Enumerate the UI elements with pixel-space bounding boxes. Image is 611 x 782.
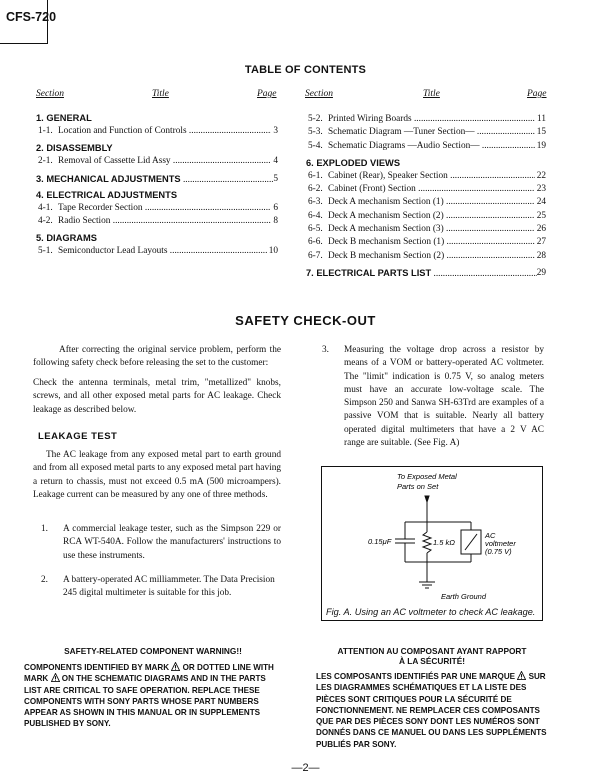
toc-right-column <box>308 113 546 281</box>
method-item-2 <box>41 574 281 601</box>
toc-entry-title: Cabinet (Front) Section ..... <box>328 183 535 196</box>
toc-page-number: 10 <box>268 246 278 257</box>
toc-page-number: 4 <box>273 156 278 167</box>
toc-entry <box>38 202 278 215</box>
toc-title: TABLE OF CONTENTS <box>244 64 367 76</box>
figure-ground-label: Earth Ground <box>441 592 487 601</box>
toc-entry-title: Schematic Diagram —Tuner Section— ..... <box>328 126 535 139</box>
toc-entry <box>38 245 278 258</box>
warning-fr-line1: LES COMPOSANTS IDENTIFIÉS PAR UNE MARQUE <box>316 672 516 681</box>
toc-header-page-right: Page <box>527 89 547 99</box>
toc-header-title-right: Title <box>423 89 440 99</box>
toc-entry-number: 5-2. <box>308 114 323 124</box>
toc-entry-number: 4-1. <box>38 202 53 213</box>
method-item-2-number: 2. <box>41 575 48 585</box>
toc-entry-number: 6-5. <box>308 224 323 235</box>
toc-entry <box>308 236 546 249</box>
toc-entry <box>308 183 546 196</box>
safety-mark-icon <box>517 671 526 680</box>
toc-page-number: 5 <box>273 173 278 184</box>
figure-a-caption: Fig. A. Using an AC voltmeter to check AC leakage. <box>326 607 536 617</box>
toc-page-number: 11 <box>537 114 546 124</box>
toc-section-heading <box>306 158 546 168</box>
safety-mark-icon <box>171 662 180 671</box>
toc-entry-number: 5-4. <box>308 140 323 151</box>
toc-entry <box>308 250 546 263</box>
toc-page-number: 15 <box>536 127 546 138</box>
warning-en-title: SAFETY-RELATED COMPONENT WARNING!! <box>64 646 242 656</box>
safety-warning-en <box>24 646 282 730</box>
toc-entry <box>38 215 278 228</box>
toc-entry <box>308 223 546 236</box>
toc-section-title: 7. ELECTRICAL PARTS LIST ..... <box>306 268 537 279</box>
safety-intro: After correcting the original service problem, perform the following safety check before releasing the set to the customer: <box>33 345 281 369</box>
toc-entry <box>308 140 546 153</box>
warning-en-line1b: OR DOTTED <box>182 663 231 672</box>
toc-entry-number: 6-4. <box>308 210 323 221</box>
toc-entry-title: Schematic Diagrams —Audio Section— ..... <box>328 140 535 153</box>
toc-section-title: 3. MECHANICAL ADJUSTMENTS ..... <box>36 174 273 185</box>
toc-page-number: 22 <box>536 170 546 181</box>
toc-entry-number: 5-1. <box>38 246 53 257</box>
toc-entry-title: Deck A mechanism Section (1) ..... <box>328 196 535 209</box>
toc-page-number: 6 <box>273 202 278 213</box>
toc-page-number: 27 <box>536 237 546 248</box>
toc-section-title: 1. GENERAL <box>36 113 92 123</box>
toc-entry-title: Cabinet (Rear), Speaker Section ..... <box>328 170 535 183</box>
toc-page-number: 23 <box>536 184 546 195</box>
toc-entry <box>308 170 546 183</box>
toc-page-number: 26 <box>536 224 546 235</box>
figure-capacitor-label: 0.15μF <box>368 537 392 546</box>
toc-entry-title: Printed Wiring Boards ..... <box>328 113 535 126</box>
method-item-1-text: A commercial leakage tester, such as the Simpson 229 or RCA WT-540A. Follow the manufacturers' instructions to use these instruments. <box>63 524 281 561</box>
toc-section-heading <box>36 233 278 243</box>
model-number: CFS-720 <box>6 10 57 24</box>
toc-entry-title: Deck A mechanism Section (3) ..... <box>328 223 535 236</box>
warning-en-rest: AND IN THE PARTS LIST ARE CRITICAL TO SAFE OPERATION. REPLACE THESE COMPONENTS WITH SONY PARTS WHOSE PART NUMBERS APPEAR AS SHOWN IN THIS MANUAL OR IN SUPPLEMENTS PUBLISHED BY SONY. <box>24 674 266 729</box>
figure-label-exposed-metal: To Exposed Metal <box>397 472 457 481</box>
warning-en-line2b: ON THE SCHEMATIC DIAGRAMS <box>61 674 189 684</box>
toc-entry-number: 5-3. <box>308 127 323 138</box>
toc-entry-title: Deck B mechanism Section (1) ..... <box>328 236 535 249</box>
toc-entry-number: 4-2. <box>38 215 53 226</box>
toc-entry-number: 6-6. <box>308 237 323 248</box>
warning-en-line1a: COMPONENTS IDENTIFIED BY MARK <box>24 663 170 672</box>
toc-entry-title: Deck B mechanism Section (2) ..... <box>328 250 535 263</box>
warning-fr-rest: SUR LES DIAGRAMMES SCHÉMATIQUES ET LA LISTE DES PIÈCES SONT CRITIQUES POUR LA SÉCURITÉ DE FONCTIONNEMENT. NE REMPLACER CES COMPOSANTS QUE PAR DES PIÈCES SONY DONT LES NUMÉROS SONT DONNÉS DANS CE MANUEL OU DANS LES SUPPLÉMENTS PUBLIÉS PAR SONY. <box>316 672 547 749</box>
toc-entry-title: Deck A mechanism Section (2) ..... <box>328 210 535 223</box>
toc-section-heading <box>36 190 278 200</box>
toc-entry-number: 6-7. <box>308 250 323 261</box>
toc-header-page-left: Page <box>257 89 277 99</box>
leakage-test-text: The AC leakage from any exposed metal part to earth ground and from all exposed metal parts to any exposed metal part having a return to chassis, must not exceed 0.5 mA (500 microampers). Leakage current can be measured by any one of three methods. <box>33 450 281 500</box>
toc-entry-number: 6-3. <box>308 197 323 208</box>
toc-entry-title: Tape Recorder Section ..... <box>58 202 271 215</box>
toc-entry <box>38 125 278 138</box>
toc-entry-title: Removal of Cassette Lid Assy ..... <box>58 155 271 168</box>
method-item-3 <box>322 344 544 450</box>
toc-entry-title: Radio Section ..... <box>58 215 271 228</box>
figure-meter-label-1: AC <box>485 531 496 540</box>
method-item-1-number: 1. <box>41 524 48 534</box>
safety-warning-fr <box>316 646 548 750</box>
toc-entry-number: 6-2. <box>308 184 323 195</box>
method-item-3-number: 3. <box>322 345 329 355</box>
toc-entry <box>308 196 546 209</box>
safety-intro-2: Check the antenna terminals, metal trim, "metallized" knobs, screws, and all other exposed metal parts for AC leakage. Check leakage as described below. <box>33 378 281 415</box>
toc-entry-number: 1-1. <box>38 126 53 136</box>
toc-header-section-right: Section <box>305 89 333 99</box>
toc-entry-title: Semiconductor Lead Layouts ..... <box>58 245 267 258</box>
toc-left-column <box>38 113 278 258</box>
toc-entry <box>308 113 546 126</box>
warning-en-body <box>24 662 282 730</box>
warning-en-line2a: LINE WITH MARK <box>24 663 274 684</box>
page-number: —2— <box>291 762 320 774</box>
warning-fr-title-2: À LA SÉCURITÉ! <box>398 656 466 666</box>
warning-fr-title-1: ATTENTION AU COMPOSANT AYANT RAPPORT <box>337 646 527 656</box>
safety-mark-icon <box>51 673 60 682</box>
toc-page-number: 19 <box>536 140 546 151</box>
toc-page-number: 3 <box>273 126 278 136</box>
toc-page-number: 28 <box>536 250 546 261</box>
toc-entry-number: 2-1. <box>38 156 53 167</box>
figure-meter-label-2: voltmeter <box>485 539 516 548</box>
toc-page-number: 29 <box>536 267 546 278</box>
toc-header-section-left: Section <box>36 89 64 99</box>
toc-entry <box>308 210 546 223</box>
method-item-2-text: A battery-operated AC milliammeter. The Data Precision 245 digital multimeter is suitable for this job. <box>63 575 275 599</box>
toc-entry-number: 6-1. <box>308 170 323 181</box>
toc-section-heading <box>36 174 278 185</box>
toc-section-heading <box>36 143 278 153</box>
toc-page-number: 25 <box>536 210 546 221</box>
toc-section-title: 5. DIAGRAMS <box>36 233 97 244</box>
method-item-3-text: Measuring the voltage drop across a resistor by means of a VOM or battery-operated AC voltmeter. The "limit" indication is 0.75 V, so analog meters must have an accurate low-voltage scale. The Simpson 250 and Sanwa SH-63Trd are examples of a passive VOM that is suitable. Nearly all battery operated digital multimeters that have a 2 V AC range are suitable. (See Fig. A) <box>344 345 544 449</box>
figure-label-parts-on-set: Parts on Set <box>397 482 439 491</box>
toc-section-heading <box>306 268 546 279</box>
figure-resistor-label: 1.5 kΩ <box>433 538 455 547</box>
toc-entry-title: Location and Function of Controls ..... <box>58 125 271 138</box>
safety-title: SAFETY CHECK-OUT <box>235 313 376 328</box>
leakage-test-title: LEAKAGE TEST <box>38 431 118 442</box>
toc-section-title: 2. DISASSEMBLY <box>36 143 113 154</box>
toc-entry <box>38 155 278 168</box>
toc-section-title: 4. ELECTRICAL ADJUSTMENTS <box>36 189 178 200</box>
toc-page-number: 8 <box>273 215 278 226</box>
toc-section-heading <box>36 113 278 123</box>
figure-meter-label-3: (0.75 V) <box>485 547 512 556</box>
toc-header-title-left: Title <box>152 89 169 99</box>
warning-fr-body <box>316 671 548 750</box>
toc-entry <box>308 126 546 139</box>
toc-section-title: 6. EXPLODED VIEWS <box>306 157 401 168</box>
toc-page-number: 24 <box>536 197 546 208</box>
method-item-1 <box>41 523 281 563</box>
figure-a-circuit <box>321 466 543 606</box>
